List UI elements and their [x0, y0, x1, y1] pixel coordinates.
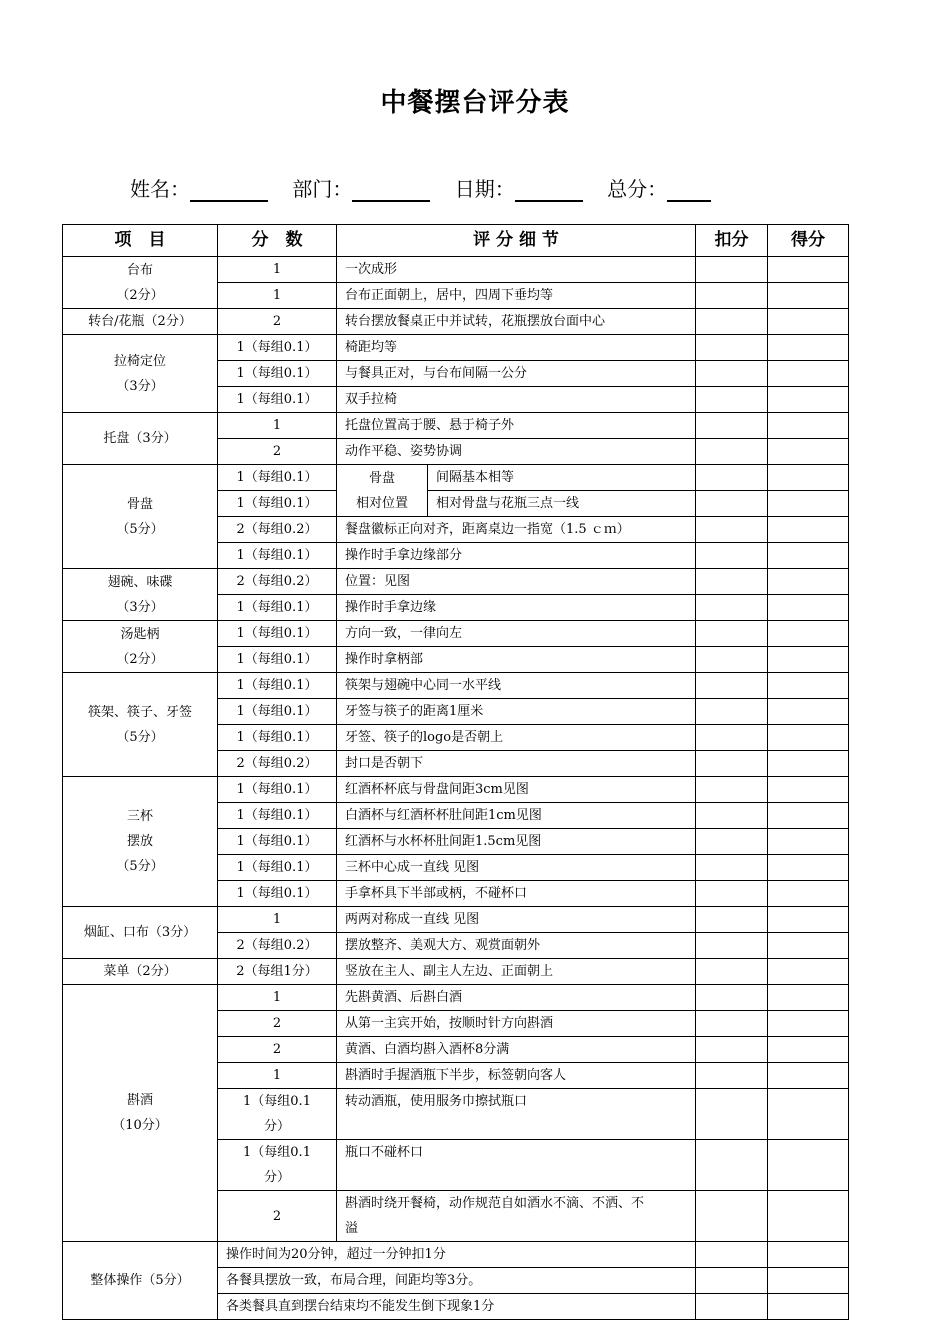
detail-cell: 动作平稳、姿势协调 — [337, 439, 696, 465]
item-points: （5分） — [116, 859, 164, 874]
got-cell[interactable] — [768, 1089, 849, 1140]
item-cell — [63, 257, 218, 309]
item-cell: 转台/花瓶（2分） — [63, 309, 218, 335]
item-cell: 托盘（3分） — [63, 413, 218, 465]
item-points: （3分） — [116, 378, 164, 394]
dept-label: 部门： — [292, 177, 353, 201]
score-cell: 2（每组0.2） — [218, 751, 337, 777]
deduct-cell[interactable] — [696, 699, 768, 725]
detail-cell: 筷架与翅碗中心同一水平线 — [337, 673, 696, 699]
score-cell: 2 — [218, 1191, 337, 1242]
got-cell[interactable] — [768, 959, 849, 985]
item-name: 筷架、筷子、牙签 — [87, 704, 192, 720]
deduct-cell[interactable] — [696, 413, 768, 439]
deduct-cell[interactable] — [696, 517, 768, 543]
item-points: （10分） — [112, 1118, 168, 1133]
detail-cell: 红酒杯杯底与骨盘间距3cm见图 — [337, 777, 696, 803]
date-field — [455, 173, 583, 202]
detail-line-1: 斟酒时绕开餐椅，动作规范自如酒水不滴、不洒、不 — [345, 1196, 645, 1211]
score-cell: 2 — [218, 309, 337, 335]
item-name: 翅碗、味碟 — [107, 574, 173, 590]
deduct-cell[interactable] — [696, 959, 768, 985]
deduct-cell[interactable] — [696, 725, 768, 751]
deduct-cell[interactable] — [696, 1294, 768, 1320]
got-cell[interactable] — [768, 491, 849, 517]
item-cell — [63, 335, 218, 413]
score-cell: 1（每组0.1） — [218, 647, 337, 673]
deduct-cell[interactable] — [696, 309, 768, 335]
table-row — [63, 673, 849, 699]
item-name: 汤匙柄 — [120, 626, 160, 642]
detail-cell: 从第一主宾开始，按顺时针方向斟酒 — [337, 1011, 696, 1037]
got-cell[interactable] — [768, 1268, 849, 1294]
detail-cell: 各餐具摆放一致，布局合理，间距均等3分。 — [218, 1268, 696, 1294]
got-cell[interactable] — [768, 933, 849, 959]
table-row — [63, 985, 849, 1011]
got-cell[interactable] — [768, 309, 849, 335]
deduct-cell[interactable] — [696, 751, 768, 777]
score-cell: 2 — [218, 439, 337, 465]
score-line-2: 分） — [263, 1119, 290, 1134]
table-row — [63, 1242, 849, 1268]
score-cell: 1 — [218, 985, 337, 1011]
deduct-cell[interactable] — [696, 491, 768, 517]
got-cell[interactable] — [768, 465, 849, 491]
deduct-cell[interactable] — [696, 907, 768, 933]
score-cell: 1（每组0.1） — [218, 699, 337, 725]
deduct-cell[interactable] — [696, 335, 768, 361]
deduct-cell[interactable] — [696, 1191, 768, 1242]
got-cell[interactable] — [768, 283, 849, 309]
table-row — [63, 959, 849, 985]
score-cell: 1（每组0.1） — [218, 881, 337, 907]
date-blank[interactable] — [515, 180, 583, 202]
deduct-cell[interactable] — [696, 673, 768, 699]
detail-cell: 红酒杯与水杯杯肚间距1.5cm见图 — [337, 829, 696, 855]
table-row — [63, 257, 849, 283]
got-cell[interactable] — [768, 257, 849, 283]
score-cell: 1（每组0.1） — [218, 673, 337, 699]
score-cell: 1（每组0.1） — [218, 465, 337, 491]
score-cell — [218, 1089, 337, 1140]
detail-cell: 一次成形 — [337, 257, 696, 283]
item-name: 斟酒 — [126, 1093, 153, 1108]
score-cell: 1（每组0.1） — [218, 595, 337, 621]
got-cell[interactable] — [768, 543, 849, 569]
score-cell: 2（每组1分） — [218, 959, 337, 985]
item-points: （2分） — [116, 651, 164, 667]
score-cell: 1（每组0.1） — [218, 491, 337, 517]
detail-cell: 与餐具正对，与台布间隔一公分 — [337, 361, 696, 387]
header-score: 分 数 — [218, 225, 337, 257]
item-cell — [63, 985, 218, 1242]
score-cell: 1（每组0.1） — [218, 803, 337, 829]
date-label: 日期： — [454, 177, 515, 201]
name-field — [130, 173, 268, 202]
detail-cell — [337, 1191, 696, 1242]
score-line-1: 1（每组0.1 — [243, 1145, 311, 1160]
deduct-cell[interactable] — [696, 543, 768, 569]
detail-cell: 牙签与筷子的距离1厘米 — [337, 699, 696, 725]
item-cell: 烟缸、口布（3分） — [63, 907, 218, 959]
dept-blank[interactable] — [352, 180, 430, 202]
got-cell[interactable] — [768, 803, 849, 829]
item-name: 拉椅定位 — [113, 353, 166, 369]
score-cell: 1（每组0.1） — [218, 543, 337, 569]
got-cell[interactable] — [768, 595, 849, 621]
detail-cell: 白酒杯与红酒杯杯肚间距1cm见图 — [337, 803, 696, 829]
item-points: （3分） — [116, 599, 164, 615]
item-name-2: 摆放 — [126, 834, 153, 849]
detail-cell: 黄酒、白酒均斟入酒杯8分满 — [337, 1037, 696, 1063]
score-cell: 2（每组0.2） — [218, 569, 337, 595]
score-cell: 2（每组0.2） — [218, 517, 337, 543]
score-cell: 1（每组0.1） — [218, 829, 337, 855]
detail-cell: 托盘位置高于腰、悬于椅子外 — [337, 413, 696, 439]
item-cell — [63, 621, 218, 673]
item-name: 骨盘 — [126, 496, 153, 512]
header-deduct: 扣分 — [696, 225, 768, 257]
detail-cell: 手拿杯具下半部或柄，不碰杯口 — [337, 881, 696, 907]
detail-cell: 椅距均等 — [337, 335, 696, 361]
got-cell[interactable] — [768, 335, 849, 361]
detail-cell: 位置：见图 — [337, 569, 696, 595]
detail-cell: 方向一致，一律向左 — [337, 621, 696, 647]
deduct-cell[interactable] — [696, 881, 768, 907]
score-cell: 1 — [218, 413, 337, 439]
score-cell: 1（每组0.1） — [218, 387, 337, 413]
detail-cell: 操作时手拿边缘部分 — [337, 543, 696, 569]
got-cell[interactable] — [768, 751, 849, 777]
total-blank[interactable] — [667, 180, 711, 202]
header-got: 得分 — [768, 225, 849, 257]
name-label: 姓名： — [130, 177, 190, 201]
got-cell[interactable] — [768, 673, 849, 699]
score-cell: 1（每组0.1） — [218, 621, 337, 647]
table-row — [63, 335, 849, 361]
got-cell[interactable] — [768, 647, 849, 673]
got-cell[interactable] — [768, 699, 849, 725]
score-cell — [218, 1140, 337, 1191]
got-cell[interactable] — [768, 361, 849, 387]
item-points: （5分） — [116, 729, 164, 745]
deduct-cell[interactable] — [696, 283, 768, 309]
got-cell[interactable] — [768, 829, 849, 855]
got-cell[interactable] — [768, 439, 849, 465]
score-cell: 1（每组0.1） — [218, 361, 337, 387]
got-cell[interactable] — [768, 777, 849, 803]
item-cell — [63, 569, 218, 621]
deduct-cell[interactable] — [696, 465, 768, 491]
score-cell: 1（每组0.1） — [218, 335, 337, 361]
score-line-2: 分） — [263, 1170, 290, 1185]
deduct-cell[interactable] — [696, 257, 768, 283]
detail-cell: 转动酒瓶，使用服务巾擦拭瓶口 — [337, 1089, 696, 1140]
detail-cell: 操作时拿柄部 — [337, 647, 696, 673]
got-cell[interactable] — [768, 387, 849, 413]
score-cell: 1（每组0.1） — [218, 725, 337, 751]
score-cell: 1 — [218, 1063, 337, 1089]
detail-cell: 先斟黄酒、后斟白酒 — [337, 985, 696, 1011]
table-row — [63, 907, 849, 933]
score-cell: 1（每组0.1） — [218, 855, 337, 881]
detail-cell: 各类餐具直到摆台结束均不能发生倒下现象1分 — [218, 1294, 696, 1320]
table-row — [63, 465, 849, 491]
score-cell: 1 — [218, 257, 337, 283]
detail-cell: 两两对称成一直线 见图 — [337, 907, 696, 933]
got-cell[interactable] — [768, 1242, 849, 1268]
item-cell — [63, 673, 218, 777]
deduct-cell[interactable] — [696, 985, 768, 1011]
got-cell[interactable] — [768, 881, 849, 907]
deduct-cell[interactable] — [696, 933, 768, 959]
got-cell[interactable] — [768, 1191, 849, 1242]
deduct-cell[interactable] — [696, 1140, 768, 1191]
got-cell[interactable] — [768, 1037, 849, 1063]
detail-cell: 操作时间为20分钟，超过一分钟扣1分 — [218, 1242, 696, 1268]
item-name: 三杯 — [126, 809, 153, 824]
got-cell[interactable] — [768, 1063, 849, 1089]
detail-cell: 餐盘徽标正向对齐，距离桌边一指宽（1.5 ｃｍ） — [337, 517, 696, 543]
detail-cell: 操作时手拿边缘 — [337, 595, 696, 621]
deduct-cell[interactable] — [696, 361, 768, 387]
item-cell: 菜单（2分） — [63, 959, 218, 985]
got-cell[interactable] — [768, 1140, 849, 1191]
detail-line-2: 溢 — [345, 1221, 359, 1236]
got-cell[interactable] — [768, 517, 849, 543]
deduct-cell[interactable] — [696, 1089, 768, 1140]
table-row — [63, 413, 849, 439]
item-cell — [63, 465, 218, 569]
deduct-cell[interactable] — [696, 387, 768, 413]
dept-field — [292, 173, 430, 202]
detail-cell: 斟酒时手握酒瓶下半步，标签朝向客人 — [337, 1063, 696, 1089]
got-cell[interactable] — [768, 1294, 849, 1320]
deduct-cell[interactable] — [696, 647, 768, 673]
score-cell: 1（每组0.1） — [218, 777, 337, 803]
detail-cell: 摆放整齐、美观大方、观赏面朝外 — [337, 933, 696, 959]
score-cell: 1 — [218, 283, 337, 309]
score-line-1: 1（每组0.1 — [243, 1094, 311, 1109]
detail-cell: 封口是否朝下 — [337, 751, 696, 777]
score-cell: 2 — [218, 1037, 337, 1063]
deduct-cell[interactable] — [696, 803, 768, 829]
deduct-cell[interactable] — [696, 595, 768, 621]
got-cell[interactable] — [768, 1011, 849, 1037]
deduct-cell[interactable] — [696, 855, 768, 881]
item-points: （5分） — [116, 521, 164, 537]
deduct-cell[interactable] — [696, 829, 768, 855]
score-cell: 2 — [218, 1011, 337, 1037]
detail-cell: 双手拉椅 — [337, 387, 696, 413]
sub-label-bottom: 相对位置 — [355, 495, 408, 511]
detail-cell: 牙签、筷子的logo是否朝上 — [337, 725, 696, 751]
sub-label-cell — [337, 465, 428, 517]
score-table — [62, 224, 849, 1320]
total-field — [607, 173, 711, 202]
deduct-cell[interactable] — [696, 439, 768, 465]
detail-cell: 竖放在主人、副主人左边、正面朝上 — [337, 959, 696, 985]
table-row — [63, 621, 849, 647]
got-cell[interactable] — [768, 985, 849, 1011]
score-cell: 2（每组0.2） — [218, 933, 337, 959]
got-cell[interactable] — [768, 569, 849, 595]
deduct-cell[interactable] — [696, 569, 768, 595]
got-cell[interactable] — [768, 907, 849, 933]
item-cell: 整体操作（5分） — [63, 1242, 218, 1320]
detail-cell: 转台摆放餐桌正中并试转，花瓶摆放台面中心 — [337, 309, 696, 335]
detail-cell: 间隔基本相等 — [428, 465, 696, 491]
total-label: 总分： — [607, 177, 668, 201]
got-cell[interactable] — [768, 855, 849, 881]
detail-cell: 台布正面朝上，居中，四周下垂均等 — [337, 283, 696, 309]
header-item: 项 目 — [63, 225, 218, 257]
got-cell[interactable] — [768, 413, 849, 439]
table-row — [63, 777, 849, 803]
item-points: （2分） — [116, 287, 164, 303]
page-title: 中餐摆台评分表 — [380, 88, 570, 118]
detail-cell: 瓶口不碰杯口 — [337, 1140, 696, 1191]
detail-cell: 相对骨盘与花瓶三点一线 — [428, 491, 696, 517]
name-blank[interactable] — [190, 180, 268, 202]
got-cell[interactable] — [768, 621, 849, 647]
deduct-cell[interactable] — [696, 1037, 768, 1063]
header-detail: 评 分 细 节 — [337, 225, 696, 257]
score-cell: 1 — [218, 907, 337, 933]
got-cell[interactable] — [768, 725, 849, 751]
table-row — [63, 569, 849, 595]
detail-cell: 三杯中心成一直线 见图 — [337, 855, 696, 881]
item-cell — [63, 777, 218, 907]
sub-label-top: 骨盘 — [368, 470, 395, 486]
deduct-cell[interactable] — [696, 1011, 768, 1037]
deduct-cell[interactable] — [696, 777, 768, 803]
deduct-cell[interactable] — [696, 1242, 768, 1268]
deduct-cell[interactable] — [696, 1268, 768, 1294]
deduct-cell[interactable] — [696, 1063, 768, 1089]
item-name: 台布 — [126, 262, 153, 278]
table-row — [63, 309, 849, 335]
info-line — [130, 173, 729, 202]
header-row — [63, 225, 849, 257]
deduct-cell[interactable] — [696, 621, 768, 647]
